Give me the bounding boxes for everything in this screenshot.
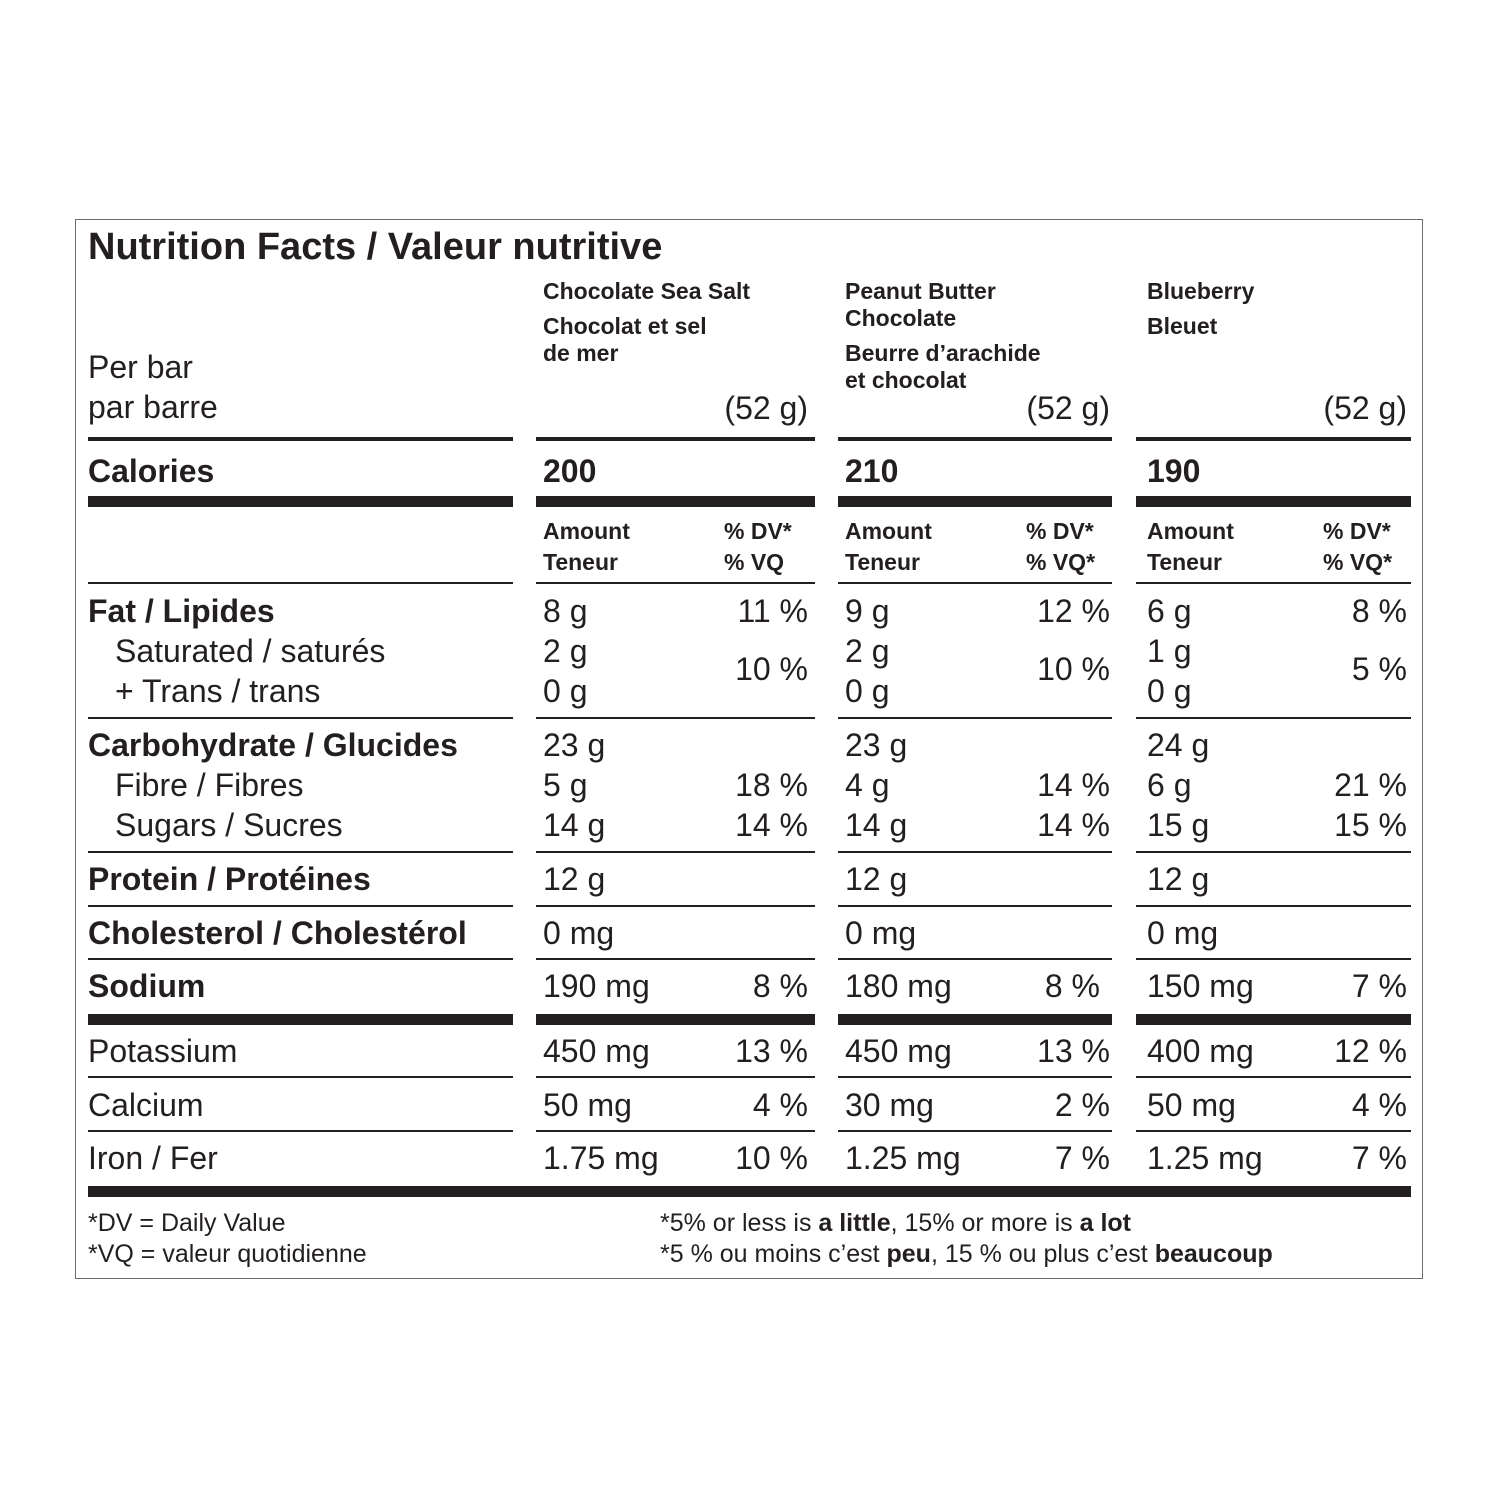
footnote-en-part: *5% or less is [660,1209,819,1237]
col2-cholesterol: 0 mg [845,915,917,951]
col3-calcium-dv: 4 % [1351,1087,1407,1123]
col3-iron-dv: 7 % [1351,1140,1407,1176]
carbohydrate-label: Carbohydrate / Glucides [88,727,458,763]
col3-trans: 0 g [1147,673,1192,709]
col2-vq-header: % VQ* [1026,549,1096,575]
col2-fibre: 4 g [845,767,890,803]
col2-iron-dv: 7 % [1054,1140,1110,1176]
col2-potassium-dv: 13 % [1037,1033,1110,1069]
col1-sugars-dv: 14 % [735,807,808,843]
rule-serving [1136,437,1411,441]
cholesterol-label: Cholesterol / Cholestérol [88,915,467,951]
rule-calcium [536,1130,815,1132]
col1-serving: (52 g) [724,390,808,426]
col3-amount-header: Amount [1147,518,1234,544]
col1-flavour-en: Chocolate Sea Salt [543,278,751,304]
col1-cholesterol: 0 mg [543,915,615,951]
col3-serving: (52 g) [1323,390,1407,426]
rule-carb [838,851,1112,853]
col2-flavour-en-2: Chocolate [845,305,957,331]
rule-protein [88,905,513,907]
col1-calories: 200 [543,453,597,489]
col2-protein: 12 g [845,861,908,897]
footnote-fr-part: *5 % ou moins c’est [660,1240,887,1268]
col1-sat-trans-dv: 10 % [735,651,808,687]
rule-calories [1136,496,1411,507]
col3-sodium: 150 mg [1147,968,1254,1004]
col2-dv-header: % DV* [1026,518,1094,544]
col2-saturated: 2 g [845,633,890,669]
col1-amount-header: Amount [543,518,630,544]
sodium-label: Sodium [88,968,206,1004]
col2-trans: 0 g [845,673,890,709]
col3-fat-dv: 8 % [1351,593,1407,629]
rule-protein [838,905,1112,907]
col2-fat-dv: 12 % [1037,593,1110,629]
rule-potassium [536,1076,815,1078]
rule-serving [536,437,815,441]
col1-potassium-dv: 13 % [735,1033,808,1069]
col1-saturated: 2 g [543,633,588,669]
col2-flavour-en: Peanut Butter [845,278,996,304]
col2-flavour-fr-1: Beurre d’arachide [845,340,1041,366]
col3-fibre: 6 g [1147,767,1192,803]
saturated-label: Saturated / saturés [115,633,386,669]
col1-carbohydrate: 23 g [543,727,606,763]
col3-calcium: 50 mg [1147,1087,1236,1123]
rule-calories [838,496,1112,507]
col2-sugars-dv: 14 % [1037,807,1110,843]
col3-cholesterol: 0 mg [1147,915,1219,951]
rule-sodium [88,1014,513,1025]
col3-sugars: 15 g [1147,807,1210,843]
fat-label: Fat / Lipides [88,593,275,629]
col1-iron: 1.75 mg [543,1140,659,1176]
rule-potassium [1136,1076,1411,1078]
col2-sat-trans-dv: 10 % [1037,651,1110,687]
col3-iron: 1.25 mg [1147,1140,1263,1176]
rule-fat [536,717,815,719]
col1-flavour-fr-2: de mer [543,340,619,366]
rule-cholesterol [838,958,1112,960]
col3-flavour-en: Blueberry [1147,278,1255,304]
rule-header [838,582,1112,584]
col3-fat: 6 g [1147,593,1192,629]
col3-teneur-header: Teneur [1147,549,1222,575]
rule-fat [838,717,1112,719]
col1-protein: 12 g [543,861,606,897]
rule-header [536,582,815,584]
calories-label: Calories [88,453,215,489]
footnote-fr-part: , 15 % ou plus c’est [930,1240,1155,1268]
col2-sodium: 180 mg [845,968,952,1004]
col3-sodium-dv: 7 % [1351,968,1407,1004]
col3-potassium-dv: 12 % [1334,1033,1407,1069]
col3-carbohydrate: 24 g [1147,727,1210,763]
rule-potassium [838,1076,1112,1078]
footnote-dv: *DV = Daily Value [88,1209,286,1237]
col1-fibre-dv: 18 % [735,767,808,803]
col2-sugars: 14 g [845,807,908,843]
footnote-en-part: , 15% or more is [890,1209,1080,1237]
rule-sodium [536,1014,815,1025]
col1-fat: 8 g [543,593,588,629]
potassium-label: Potassium [88,1033,238,1069]
footnote-fr-bold: peu [886,1240,931,1268]
rule-carb [536,851,815,853]
calcium-label: Calcium [88,1087,204,1123]
page-title: Nutrition Facts / Valeur nutritive [88,226,663,268]
rule-cholesterol [1136,958,1411,960]
col1-sodium-dv: 8 % [752,968,808,1004]
rule-serving [838,437,1112,441]
rule-serving [88,437,513,441]
col2-calcium: 30 mg [845,1087,934,1123]
trans-label: + Trans / trans [115,673,321,709]
col3-dv-header: % DV* [1323,518,1391,544]
col1-fibre: 5 g [543,767,588,803]
rule-sodium [838,1014,1112,1025]
col2-iron: 1.25 mg [845,1140,961,1176]
col1-vq-header: % VQ [724,549,785,575]
col2-amount-header: Amount [845,518,932,544]
footnote-en-bold: a lot [1079,1209,1131,1237]
sugars-label: Sugars / Sucres [115,807,343,843]
footnote-en-bold: a little [818,1209,891,1237]
col2-calories: 210 [845,453,899,489]
rule-carb [88,851,513,853]
protein-label: Protein / Protéines [88,861,371,897]
rule-sodium [1136,1014,1411,1025]
col1-calcium: 50 mg [543,1087,632,1123]
col2-fat: 9 g [845,593,890,629]
col1-fat-dv: 11 % [737,593,808,629]
per-bar-label: Per bar [88,349,193,385]
rule-cholesterol [536,958,815,960]
col2-flavour-fr-2: et chocolat [845,367,967,393]
col1-sodium: 190 mg [543,968,650,1004]
col3-sat-trans-dv: 5 % [1351,651,1407,687]
col3-potassium: 400 mg [1147,1033,1254,1069]
rule-header [1136,582,1411,584]
footnote-dv-scale-fr [660,1239,1273,1270]
rule-cholesterol [88,958,513,960]
col1-calcium-dv: 4 % [752,1087,808,1123]
footnote-dv-scale-en [660,1208,1131,1239]
col2-potassium: 450 mg [845,1033,952,1069]
col3-calories: 190 [1147,453,1201,489]
col3-fibre-dv: 21 % [1334,767,1407,803]
rule-header [88,582,513,584]
col2-serving: (52 g) [1026,390,1110,426]
rule-fat [88,717,513,719]
par-barre-label: par barre [88,389,218,425]
rule-fat [1136,717,1411,719]
col1-teneur-header: Teneur [543,549,618,575]
rule-calcium [1136,1130,1411,1132]
col1-dv-header: % DV* [724,518,792,544]
col2-teneur-header: Teneur [845,549,920,575]
col1-iron-dv: 10 % [735,1140,808,1176]
iron-label: Iron / Fer [88,1140,218,1176]
rule-potassium [88,1076,513,1078]
col2-fibre-dv: 14 % [1037,767,1110,803]
col1-sugars: 14 g [543,807,606,843]
col1-trans: 0 g [543,673,588,709]
fibre-label: Fibre / Fibres [115,767,304,803]
rule-protein [536,905,815,907]
rule-calories [536,496,815,507]
rule-carb [1136,851,1411,853]
footnote-vq: *VQ = valeur quotidienne [88,1240,367,1268]
rule-bottom [88,1186,1411,1197]
col1-potassium: 450 mg [543,1033,650,1069]
col3-protein: 12 g [1147,861,1210,897]
col3-vq-header: % VQ* [1323,549,1393,575]
col2-carbohydrate: 23 g [845,727,908,763]
col3-sugars-dv: 15 % [1334,807,1407,843]
col1-flavour-fr-1: Chocolat et sel [543,313,707,339]
rule-protein [1136,905,1411,907]
rule-calcium [838,1130,1112,1132]
rule-calories [88,496,513,507]
col2-sodium-dv: 8 % [1044,968,1100,1004]
footnote-fr-bold: beaucoup [1154,1240,1273,1268]
col3-flavour-fr: Bleuet [1147,313,1218,339]
col2-calcium-dv: 2 % [1054,1087,1110,1123]
rule-calcium [88,1130,513,1132]
col3-saturated: 1 g [1147,633,1192,669]
